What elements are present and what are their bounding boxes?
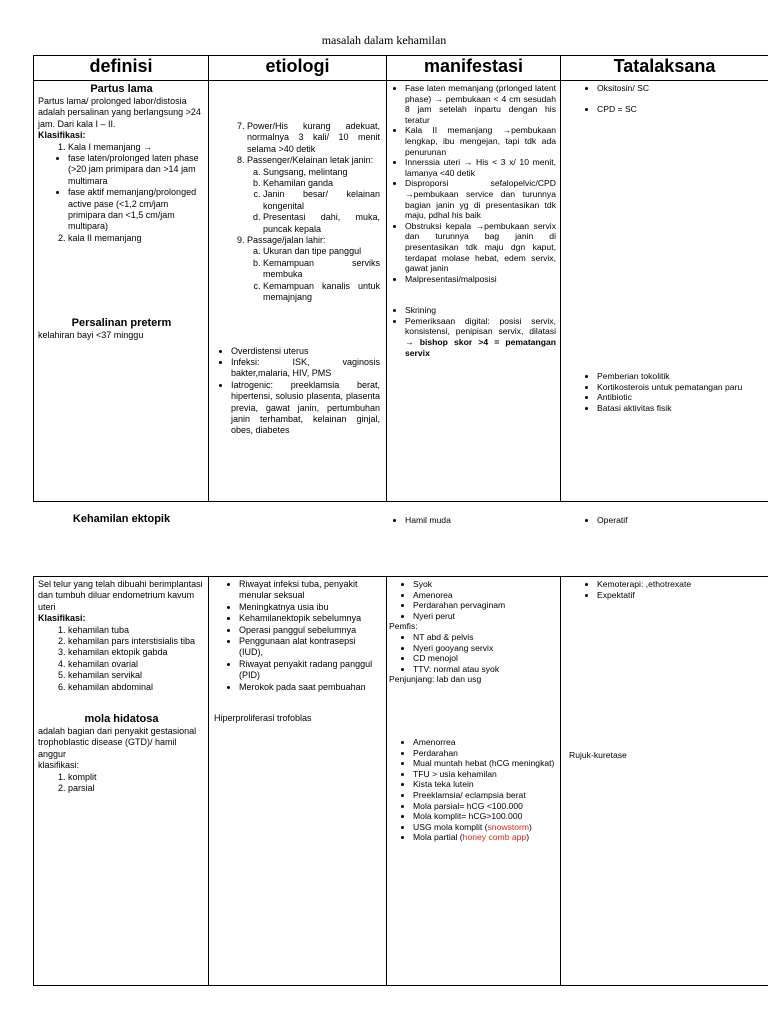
snowstorm-text: snowstorm (487, 821, 530, 832)
list-item: • TFU > usia kehamilan (413, 769, 556, 780)
list-item: • Kehamilanektopik sebelumnya (239, 613, 380, 624)
list-item: • Riwayat infeksi tuba, penyakit menular seksual (239, 579, 380, 602)
bishop-score: → bishop skor >4 = pematangan servix (405, 337, 556, 358)
list-item: • Amenorrea (413, 737, 556, 748)
list-item: • CD menojol (413, 653, 556, 664)
tatalaksana-cell-2 (561, 577, 768, 761)
list-item: • Meningkatnya usia ibu (239, 602, 380, 613)
list-item: • Overdistensi uterus (231, 346, 380, 357)
list-item: • Iatrogenic: preeklamsia berat, hipertensi, solusio plasenta, plasenta previa, gawat janin, pertumbuhan janin terhambat, kelainan ginjal, obes, diabetes (231, 380, 380, 437)
list-item: • Operatif (597, 515, 761, 526)
list-item (247, 235, 380, 303)
etiologi-cell-2 (209, 577, 386, 724)
list-item: • Infeksi: ISK, vaginosis bakter,malaria, HIV, PMS (231, 357, 380, 380)
list-item (413, 822, 556, 833)
mola-klasifikasi-label: klasifikasi: (38, 760, 80, 771)
ektopik-title: Kehamilan ektopik (72, 513, 171, 525)
header-tatalaksana: Tatalaksana (561, 56, 768, 81)
list-item: 2. parsial (68, 783, 205, 794)
list-item: a. Sungsang, melintang (263, 167, 380, 178)
header-etiologi: etiologi (209, 56, 387, 81)
header-row (34, 56, 768, 81)
list-item: • Antibiotic (597, 392, 764, 403)
list-item (247, 155, 380, 235)
kala1-text: Kala I memanjang → (68, 141, 153, 152)
list-item: • Kortikosterois untuk pematangan paru (597, 382, 764, 393)
usg-komplit: USG mola komplit ( (413, 821, 488, 832)
list-item: 5. kehamilan servikal (68, 670, 205, 681)
etio-passage: Passage/jalan lahir: (247, 235, 326, 246)
preterm-title: Persalinan preterm (71, 317, 172, 330)
list-item: • Preeklamsia/ eclampsia berat (413, 790, 556, 801)
list-item: • Batasi aktivitas fisik (597, 403, 764, 414)
list-item: • Nyeri perut (413, 611, 556, 622)
list-item: • Mola parsial= hCG <100.000 (413, 801, 556, 812)
usg-partial: Mola partial ( (413, 832, 463, 843)
list-item: • Perdarahan pervaginam (413, 600, 556, 611)
table-page-2 (33, 576, 768, 986)
table-row (34, 577, 768, 986)
list-item: • Mual muntah hebat (hCG meningkat) (413, 758, 556, 769)
partus-title: Partus lama (90, 83, 153, 95)
list-item (68, 142, 205, 153)
list-item: 2. kala II memanjang (68, 233, 205, 244)
list-item: • Penggunaan alat kontrasepsi (IUD), (239, 636, 380, 659)
list-item: 6. kehamilan abdominal (68, 682, 205, 693)
mola-etiologi: Hiperproliferasi trofoblas (214, 713, 312, 724)
definisi-cell (34, 81, 208, 525)
list-item: • Kista teka lutein (413, 779, 556, 790)
tatalaksana-cell (561, 81, 768, 525)
list-item: • Kala II memanjang →pembukaan lengkap, ibu mengejan, tapi tdk ada penurunan (405, 125, 556, 157)
list-item: d. Presentasi dahi, muka, puncak kepala (263, 212, 380, 235)
list-item: 1. komplit (68, 772, 205, 783)
list-item: • TTV: normal atau syok (413, 664, 556, 675)
list-item: b. Kehamilan ganda (263, 178, 380, 189)
list-item: • fase laten/prolonged laten phase (>20 jam primipara dan >14 jam multimara (68, 153, 205, 187)
list-item: 2. kehamilan pars interstisialis tiba (68, 636, 205, 647)
list-item: • Riwayat penyakit radang panggul (PID) (239, 659, 380, 682)
ektopik-definition: Sel telur yang telah dibuahi berimplantasi dan tumbuh diluar endometrium kavum uteri (38, 579, 203, 612)
list-item: • Obstruksi kepala →pembukaan servix dan turunnya bag janin di presentasikan tdk maju dgn kaput, terdapat molase hebat, edem servix, gawat janin (405, 221, 556, 274)
document-title: masalah dalam kehamilan (321, 33, 447, 47)
list-item: • Mola komplit= hCG>100.000 (413, 811, 556, 822)
header-manifestasi: manifestasi (387, 56, 561, 81)
list-item: • Perdarahan (413, 748, 556, 759)
preterm-definition: kelahiran bayi <37 minggu (38, 330, 144, 341)
list-item: • Fase laten memanjang (prlonged latent phase) → pembukaan < 4 cm sesudah 8 jam setelah inpartu dengan his teratur (405, 83, 556, 125)
list-item (405, 316, 556, 358)
list-item (413, 832, 556, 843)
list-item: • CPD = SC (597, 104, 764, 115)
list-item: • Kemoterapi: ,ethotrexate (597, 579, 764, 590)
list-item: • Nyeri gooyang servix (413, 643, 556, 654)
list-item: • Skrining (405, 305, 556, 316)
pemfis-label: Pemfis: (389, 621, 418, 632)
list-item: • Hamil muda (405, 515, 557, 526)
header-definisi: definisi (34, 56, 209, 81)
list-item: 4. kehamilan ovarial (68, 659, 205, 670)
definisi-cell-2 (34, 577, 208, 795)
partus-klasifikasi-label: Klasifikasi: (38, 130, 86, 141)
manifestasi-cell (387, 81, 560, 525)
list-item: • Disproporsi sefalopelvic/CPD →pembukaan service dan turunnya bagian janin yg di presentasikan tdk maju, pdhal his baik (405, 178, 556, 220)
paren: ) (529, 821, 532, 832)
etiologi-cell (209, 81, 386, 437)
etio-passenger: Passenger/Kelainan letak janin: (247, 155, 374, 166)
partus-definition: Partus lama/ prolonged labor/distosia adalah persalinan yang berlangsung >24 jam. Dari kala I – II. (38, 96, 201, 129)
list-item: c. Janin besar/ kelainan kongenital (263, 189, 380, 212)
pemeriksaan-digital: Pemeriksaan digital: posisi servix, konsistensi, penipisan servix, dilatasi (405, 315, 556, 337)
list-item: 7. Power/His kurang adekuat, normalnya 3 kali/ 10 menit selama >40 detik (247, 121, 380, 155)
penunjang-text: Penjunjang: lab dan usg (389, 674, 482, 685)
list-item: • Operasi panggul sebelumnya (239, 625, 380, 636)
list-item: a. Ukuran dan tipe panggul (263, 246, 380, 257)
paren: ) (526, 832, 530, 843)
list-item: • Syok (413, 579, 556, 590)
list-item: • Amenorea (413, 590, 556, 601)
list-item: • Expektatif (597, 590, 764, 601)
list-item: c. Kemampuan kanalis untuk memajnjang (263, 281, 380, 304)
list-item: • Merokok pada saat pembuahan (239, 682, 380, 693)
list-item: b. Kemampuan serviks membuka (263, 258, 380, 281)
ektopik-klasifikasi-label: Klasifikasi: (38, 613, 86, 624)
list-item: 1. kehamilan tuba (68, 625, 205, 636)
list-item: • fase aktif memanjang/prolonged active pase (<1,2 cm/jam primipara dan <1,5 cm/jam multipara) (68, 187, 205, 233)
manifestasi-cell-2 (387, 577, 560, 843)
honeycomb-text: honey comb app (462, 832, 527, 843)
mola-tatalaksana: Rujuk-kuretase (569, 750, 627, 761)
list-item: • Malpresentasi/malposisi (405, 274, 556, 285)
mola-definition: adalah bagian dari penyakit gestasional trophoblastic disease (GTD)/ hamil anggur (38, 726, 197, 759)
mola-title: mola hidatosa (84, 713, 159, 726)
list-item: • NT abd & pelvis (413, 632, 556, 643)
table-page-1 (33, 55, 768, 525)
list-item: • Innerssia uteri → His < 3 x/ 10 menit, lamanya <40 detik (405, 157, 556, 178)
list-item: • Pemberian tokolitik (597, 371, 764, 382)
list-item: • Oksitosin/ SC (597, 83, 764, 94)
list-item: 3. kehamilan ektopik gabda (68, 647, 205, 658)
table-row (34, 81, 768, 502)
